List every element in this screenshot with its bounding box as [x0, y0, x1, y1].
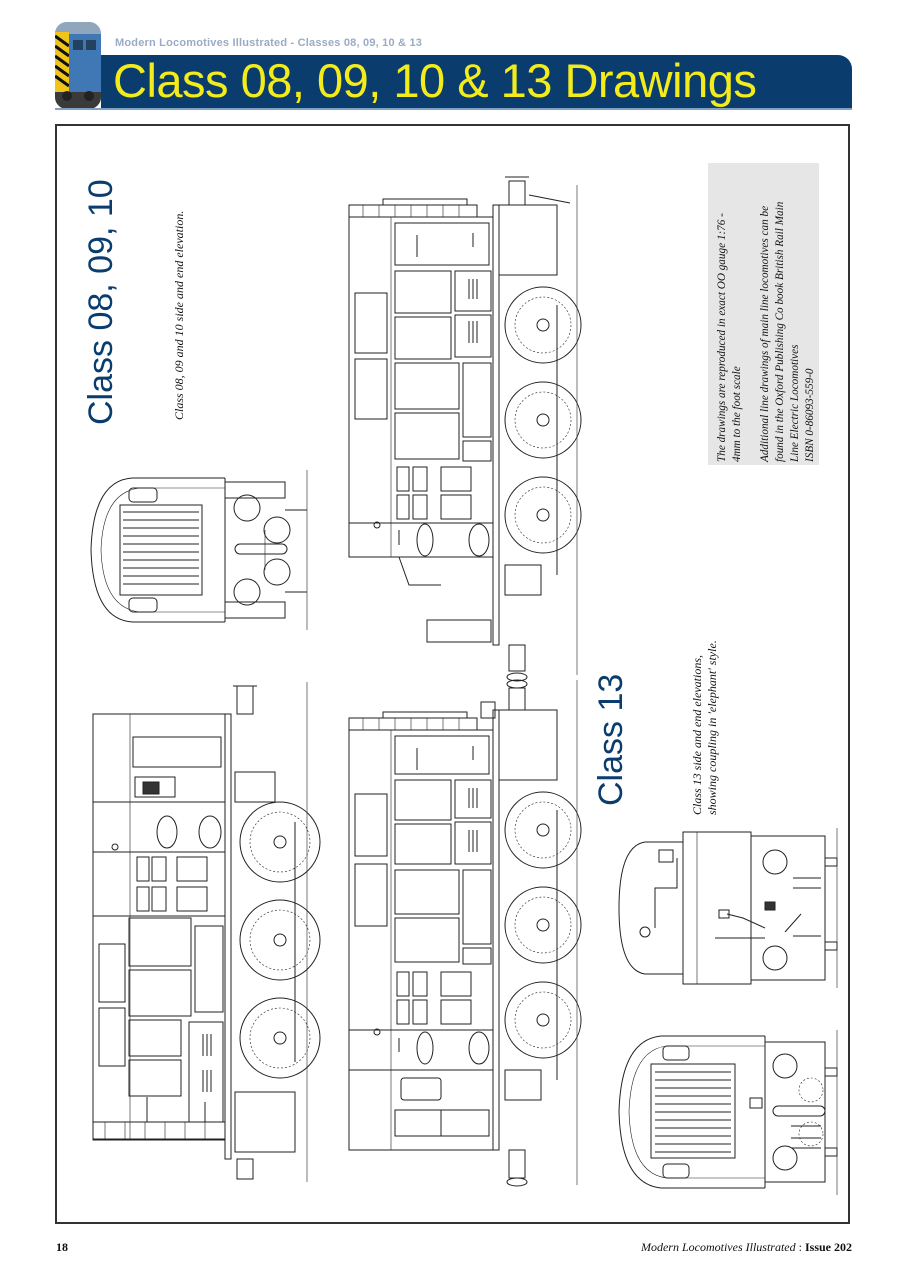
section-heading-class-13: Class 13: [592, 673, 630, 806]
class-13-side-elevation-upper-drawing: [345, 175, 590, 685]
caption-class-13-line1: Class 13 side and end elevations,: [690, 655, 704, 815]
locomotive-photo-icon: [55, 22, 101, 109]
class-08-side-elevation-drawing: [85, 682, 310, 1182]
footer-separator: :: [795, 1240, 805, 1254]
note-line-4: found in the Oxford Publishing Co book British Rail Main: [774, 201, 786, 462]
publication-name: Modern Locomotives Illustrated: [640, 1240, 796, 1254]
section-heading-class-08-09-10: Class 08, 09, 10: [82, 179, 120, 425]
series-line: Modern Locomotives Illustrated - Classes 08, 09, 10 & 13: [115, 37, 423, 49]
header-locomotive-photo: [55, 22, 101, 109]
note-line-5: Line Electric Locomotives: [789, 344, 801, 462]
class-13-end-elevation-cab-drawing: [615, 828, 840, 988]
footer-publication: [641, 1240, 852, 1255]
class-13-end-elevation-bonnet-drawing: [615, 1030, 840, 1195]
caption-class-13-line2: showing coupling in 'elephant' style.: [705, 640, 719, 815]
note-line-6: ISBN 0-86093-559-0: [804, 368, 816, 462]
class-08-end-elevation-drawing: [85, 470, 315, 630]
issue-number: Issue 202: [804, 1240, 852, 1254]
note-line-2: 4mm to the foot scale: [731, 366, 743, 462]
class-13-side-elevation-lower-drawing: [345, 680, 590, 1190]
caption-class-08: Class 08, 09 and 10 side and end elevation.: [172, 210, 186, 420]
page-title: Class 08, 09, 10 & 13 Drawings: [113, 54, 757, 107]
note-line-3: Additional line drawings of main line locomotives can be: [759, 205, 771, 462]
page-number: 18: [56, 1240, 68, 1254]
note-line-1: The drawings are reproduced in exact OO gauge 1:76 -: [716, 213, 728, 462]
